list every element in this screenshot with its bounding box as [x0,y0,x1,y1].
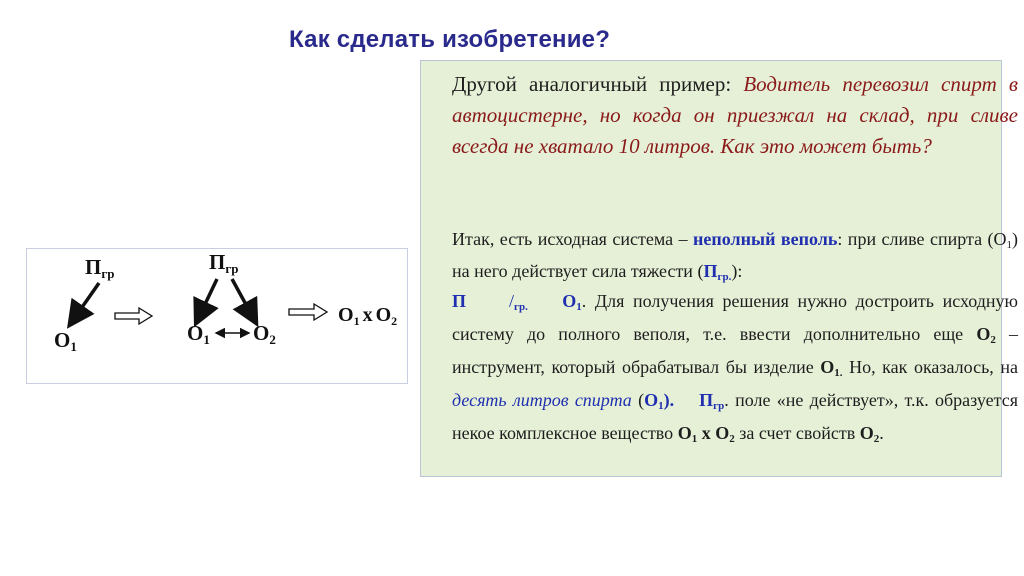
paragraph-solution [430,285,1018,450]
system-text-4: ): [731,261,743,281]
sol-o1d-main: О [677,423,692,443]
slide-title: Как сделать изобретение? [289,26,611,53]
field-p-main: П [703,261,718,281]
sol-o1c [644,390,664,410]
left-top-label: Пгр [85,255,115,281]
result-label: $О_1$ х $О_2$ [338,304,398,328]
transition-arrow-1 [115,308,152,324]
sol-text-3: Но, как оказалось, на [842,357,1018,377]
term-incomplete-vepol: неполный веполь [693,229,838,249]
paragraph-system [430,223,1018,287]
triangle-left-arrow [197,279,217,321]
system-text-1: Итак, есть исходная система – [452,229,694,249]
sol-text-4: ( [631,390,645,410]
transition-arrow-2 [289,304,327,320]
triangle-right-label: О2 [253,321,276,347]
diagram-svg [27,249,407,383]
sol-o2 [976,324,996,344]
sol-o2c-main: О [859,423,874,443]
system-text-2: : при сливе спирта (О [837,229,1007,249]
sol-p2-main: П [699,390,714,410]
sol-p: П [452,291,467,311]
triangle-right-arrow [232,279,255,321]
sol-p2 [699,390,724,410]
sol-complex [678,423,735,443]
example-lead: Другой аналогичный пример: [452,72,744,96]
sol-p-sub: гр. [514,301,528,313]
sol-o1-sub: 1 [576,301,582,313]
sol-o1d-sub: 1 [691,433,698,445]
triangle-left-label: О1 [187,321,210,347]
sol-o1b-sub: 1. [834,367,843,379]
sol-o1-main: О [562,291,577,311]
sol-p2-sub: гр [713,400,725,412]
system-sub-1: 1 [1006,239,1012,251]
sol-o1b [820,357,842,377]
sol-o2-sub: 2 [990,334,996,346]
system-text-3: ) на него действует сила тяжести ( [452,229,1018,281]
sol-o2-main: О [976,324,991,344]
sol-o2c [860,423,880,443]
sol-text-8: . [879,423,884,443]
sol-o2b-main: О [715,423,730,443]
sol-text-5: ). [663,390,675,410]
sol-ten-liters: десять литров спирта [452,390,632,410]
sol-text-6: . поле «не действует», т.к. образуется некое комплексное вещество [452,390,1019,443]
vepol-diagram [26,248,408,384]
sol-x: х [697,423,716,443]
sol-slash: / [508,291,514,311]
sol-o1 [562,291,582,311]
left-arrow [71,283,99,323]
sol-o2c-sub: 2 [873,433,880,445]
sol-o1c-main: О [644,390,659,410]
paragraph-example [430,69,1018,162]
sol-text-1: . Для получения решения нужно достроить исходную систему до полного веполя, т.е. ввести дополнительно еще [452,291,1018,344]
field-p [703,261,731,281]
example-italic: Водитель перевозил спирт в автоцистерне, но когда он приезжал на склад, при сливе всегда не хватало 10 литров. Как это может быть? [452,72,1019,158]
text-panel [420,60,1019,477]
triangle-top-label: Пгр [209,250,239,276]
sol-o1b-main: О [820,357,835,377]
left-bottom-label: О1 [54,328,77,354]
field-p-sub: гр. [717,271,732,283]
sol-text-7: за счет свойств [734,423,860,443]
sol-text-2: – инструмент, который обрабатывал бы изделие [452,324,1018,377]
sol-o1c-sub: 1 [658,400,664,412]
sol-o2b-sub: 2 [729,433,735,445]
